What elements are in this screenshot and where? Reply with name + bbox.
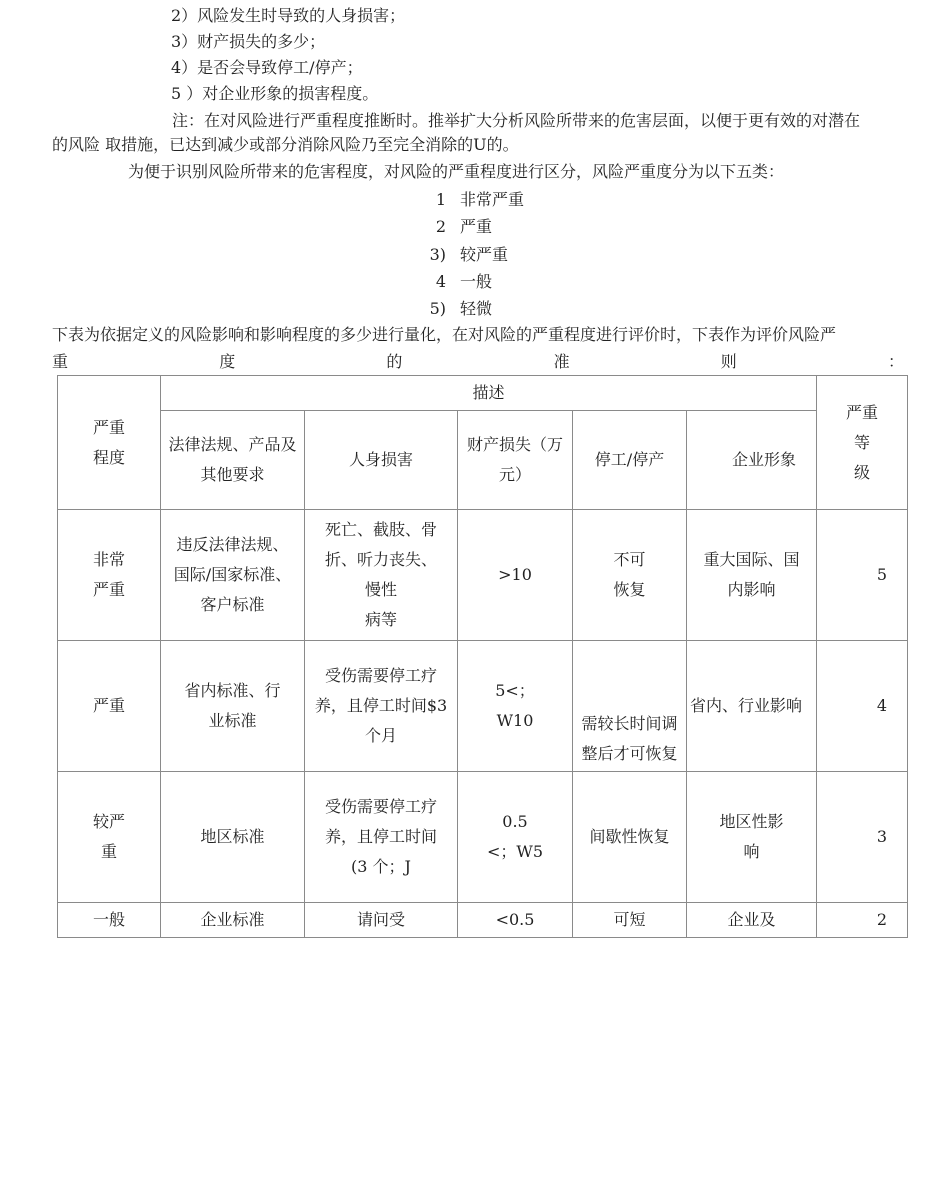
cell-grade: 5 <box>817 510 908 641</box>
cell-property: 0.5 <；W5 <box>458 772 573 903</box>
cell-injury: 死亡、截肢、骨 折、听力丧失、 慢性 病等 <box>305 510 458 641</box>
table-intro-line-1: 下表为依据定义的风险影响和影响程度的多少进行量化，在对风险的严重程度进行评价时，下表作为评价风险严 <box>52 325 837 344</box>
intro-char: 重 <box>52 352 69 371</box>
level-label: 严重 <box>460 217 493 236</box>
cell-severity: 较严 重 <box>58 772 161 903</box>
cell-severity: 非常 严重 <box>58 510 161 641</box>
severity-table <box>57 375 908 938</box>
intro-char: 准 <box>553 352 570 371</box>
level-item <box>418 216 492 238</box>
note-line-1: 注：在对风险进行严重程度推断时。推举扩大分析风险所带来的危害层面，以便于更有效的对潜在 <box>172 111 861 130</box>
intro-item: 4）是否会导致停工/停产； <box>171 58 363 77</box>
cell-grade: 3 <box>817 772 908 903</box>
table-intro-line-2 <box>52 351 904 373</box>
cell-property: >10 <box>458 510 573 641</box>
level-item <box>418 271 492 293</box>
level-label: 一般 <box>460 272 493 291</box>
classify-line: 为便于识别风险所带来的危害程度，对风险的严重程度进行区分，风险严重度分为以下五类： <box>128 162 785 181</box>
header-image: 企业形象 <box>687 411 817 510</box>
level-number: 3) <box>429 245 446 264</box>
table-row <box>58 510 908 641</box>
cell-injury: 请问受 <box>305 903 458 938</box>
header-injury: 人身损害 <box>305 411 458 510</box>
cell-injury: 受伤需要停工疗 养，且停工时间$3 个月 <box>305 641 458 772</box>
intro-item: 5 ）对企业形象的损害程度。 <box>171 84 379 103</box>
cell-image: 省内、行业影响 <box>687 641 817 772</box>
table-row <box>58 903 908 938</box>
table-row <box>58 641 908 772</box>
header-description: 描述 <box>161 376 817 411</box>
cell-grade: 2 <box>817 903 908 938</box>
header-shutdown: 停工/停产 <box>573 411 687 510</box>
cell-property: 5<； W10 <box>458 641 573 772</box>
intro-item: 3）财产损失的多少； <box>171 32 326 51</box>
table-row <box>58 772 908 903</box>
cell-shutdown: 间歇性恢复 <box>573 772 687 903</box>
intro-item: 2）风险发生时导致的人身损害； <box>171 6 406 25</box>
cell-image: 地区性影 响 <box>687 772 817 903</box>
cell-severity: 严重 <box>58 641 161 772</box>
cell-law: 企业标准 <box>161 903 305 938</box>
level-number: 4 <box>435 272 446 291</box>
level-item <box>418 244 508 266</box>
intro-char: 度 <box>219 352 236 371</box>
header-grade: 严重 等 级 <box>817 376 908 510</box>
level-number: 1 <box>435 190 446 209</box>
cell-shutdown: 需较长时间调 整后才可恢复 <box>573 641 687 772</box>
cell-property: <0.5 <box>458 903 573 938</box>
cell-shutdown: 不可 恢复 <box>573 510 687 641</box>
level-label: 轻微 <box>460 299 493 318</box>
level-item <box>418 298 492 320</box>
intro-char: ： <box>887 352 904 371</box>
level-item <box>418 189 524 211</box>
cell-image: 重大国际、国 内影响 <box>687 510 817 641</box>
level-number: 2 <box>435 217 446 236</box>
header-severity: 严重 程度 <box>58 376 161 510</box>
cell-shutdown: 可短 <box>573 903 687 938</box>
intro-char: 则 <box>720 352 737 371</box>
header-property: 财产损失（万 元） <box>458 411 573 510</box>
header-law: 法律法规、产品及 其他要求 <box>161 411 305 510</box>
cell-severity: 一般 <box>58 903 161 938</box>
cell-injury: 受伤需要停工疗 养，且停工时间 (3 个；J <box>305 772 458 903</box>
cell-image: 企业及 <box>687 903 817 938</box>
intro-char: 的 <box>386 352 403 371</box>
cell-law: 省内标准、行 业标准 <box>161 641 305 772</box>
level-label: 较严重 <box>460 245 509 264</box>
cell-law: 地区标准 <box>161 772 305 903</box>
level-number: 5) <box>429 299 446 318</box>
note-line-2: 的风险 取措施，已达到减少或部分消除风险乃至完全消除的U的。 <box>52 135 519 154</box>
cell-law: 违反法律法规、 国际/国家标准、 客户标准 <box>161 510 305 641</box>
level-label: 非常严重 <box>460 190 525 209</box>
cell-grade: 4 <box>817 641 908 772</box>
